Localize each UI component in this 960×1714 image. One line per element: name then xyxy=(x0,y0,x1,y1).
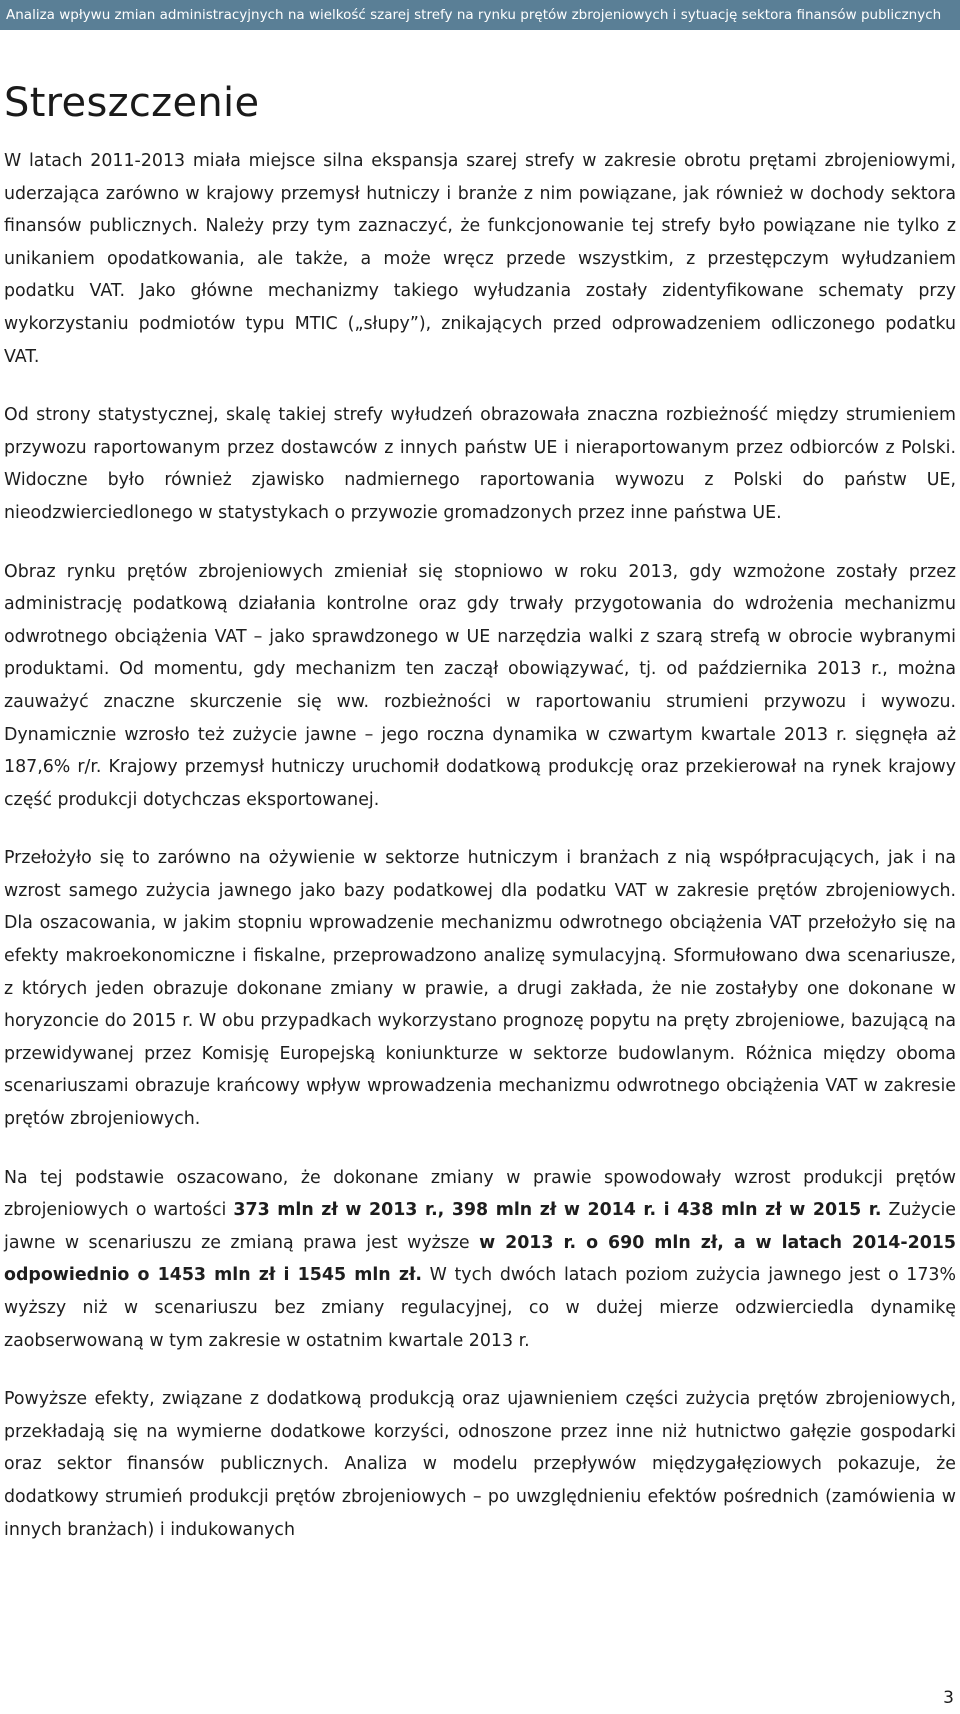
text-run: Przełożyło się to zarówno na ożywienie w sektorze hutniczym i branżach z nią współpracujących, jak i na wzrost samego zużycia jawnego jako bazy podatkowej dla podatku VAT w zakresie prętów zbrojeniowych. Dla oszacowania, w jakim stopniu wprowadzenie mechanizmu odwrotnego obciążenia VAT przełożyło się na efekty makroekonomiczne i fiskalne, przeprowadzono analizę symulacyjną. Sformułowano dwa scenariusze, z których jeden obrazuje dokonane zmiany w prawie, a drugi zakłada, że nie zostałyby one dokonane w horyzoncie do 2015 r. W obu przypadkach wykorzystano prognozę popytu na pręty zbrojeniowe, bazującą na przewidywanej przez Komisję Europejską koniunkturze w sektorze budowlanym. Różnica między oboma scenariuszami obrazuje krańcowy wpływ wprowadzenia mechanizmu odwrotnego obciążenia VAT w zakresie prętów zbrojeniowych. xyxy=(4,848,956,1130)
bold-text-run: w 2013 r. o 690 mln zł, a w latach 2014-2015 odpowiednio o 1453 mln zł i 1545 mln zł. xyxy=(4,1232,956,1286)
text-run: Obraz rynku prętów zbrojeniowych zmieniał się stopniowo w roku 2013, gdy wzmożone zostały przez administrację podatkową działania kontrolne oraz gdy trwały przygotowania do wdrożenia mechanizmu odwrotnego obciążenia VAT – jako sprawdzonego w UE narzędzia walki z szarą strefą w obrocie wybranymi produktami. Od momentu, gdy mechanizm ten zaczął obowiązywać, tj. od października 2013 r., można zauważyć znaczne skurczenie się ww. rozbieżności w raportowaniu strumieni przywozu i wywozu. Dynamicznie wzrosło też zużycie jawne – jego roczna dynamika w czwartym kwartale 2013 r. sięgnęła aż 187,6% r/r. Krajowy przemysł hutniczy uruchomił dodatkową produkcję oraz przekierował na rynek krajowy część produkcji dotychczas eksportowanej. xyxy=(4,561,956,810)
document-body xyxy=(4,145,956,1572)
paragraph-1 xyxy=(4,145,956,373)
paragraph-2 xyxy=(4,399,956,529)
running-header xyxy=(0,0,960,30)
bold-text-run: 373 mln zł w 2013 r., 398 mln zł w 2014 r. i 438 mln zł w 2015 r. xyxy=(233,1200,882,1221)
text-run: W latach 2011-2013 miała miejsce silna ekspansja szarej strefy w zakresie obrotu prętami zbrojeniowymi, uderzająca zarówno w krajowy przemysł hutniczy i branże z nim powiązane, jak również w dochody sektora finansów publicznych. Należy przy tym zaznaczyć, że funkcjonowanie tej strefy było powiązane nie tylko z unikaniem opodatkowania, ale także, a może wręcz przede wszystkim, z przestępczym wyłudzaniem podatku VAT. Jako główne mechanizmy takiego wyłudzania zostały zidentyfikowane schematy przy wykorzystaniu podmiotów typu MTIC („słupy”), znikających przed odprowadzeniem odliczonego podatku VAT. xyxy=(4,151,956,367)
text-run: Od strony statystycznej, skalę takiej strefy wyłudzeń obrazowała znaczna rozbieżność między strumieniem przywozu raportowanym przez dostawców z innych państw UE i nieraportowanym przez odbiorców z Polski. Widoczne było również zjawisko nadmiernego raportowania wywozu z Polski do państw UE, nieodzwierciedlonego w statystykach o przywozie gromadzonych przez inne państwa UE. xyxy=(4,405,956,523)
text-run: Zużycie jawne w scenariuszu ze zmianą prawa jest wyższe xyxy=(4,1200,956,1253)
paragraph-3 xyxy=(4,556,956,817)
text-run: Powyższe efekty, związane z dodatkową produkcją oraz ujawnieniem części zużycia prętów zbrojeniowych, przekładają się na wymierne dodatkowe korzyści, odnoszone przez inne niż hutnictwo gałęzie gospodarki oraz sektor finansów publicznych. Analiza w modelu przepływów międzygałęziowych pokazuje, że dodatkowy strumień produkcji prętów zbrojeniowych – po uwzględnieniu efektów pośrednich (zamówienia w innych branżach) i indukowanych xyxy=(4,1389,956,1540)
paragraph-6 xyxy=(4,1383,956,1546)
paragraph-5 xyxy=(4,1162,956,1358)
text-run: W tych dwóch latach poziom zużycia jawnego jest o 173% wyższy niż w scenariuszu bez zmiany regulacyjnej, co w dużej mierze odzwierciedla dynamikę zaobserwowaną w tym zakresie w ostatnim kwartale 2013 r. xyxy=(4,1265,957,1351)
page-number: 3 xyxy=(943,1688,954,1708)
paragraph-4 xyxy=(4,842,956,1135)
text-run: Na tej podstawie oszacowano, że dokonane zmiany w prawie spowodowały wzrost produkcji prętów zbrojeniowych o wartości xyxy=(4,1167,956,1221)
running-header-text: Analiza wpływu zmian administracyjnych na wielkość szarej strefy na rynku prętów zbrojeniowych i sytuację sektora finansów publicznych xyxy=(6,7,942,23)
section-title: Streszczenie xyxy=(4,80,260,126)
